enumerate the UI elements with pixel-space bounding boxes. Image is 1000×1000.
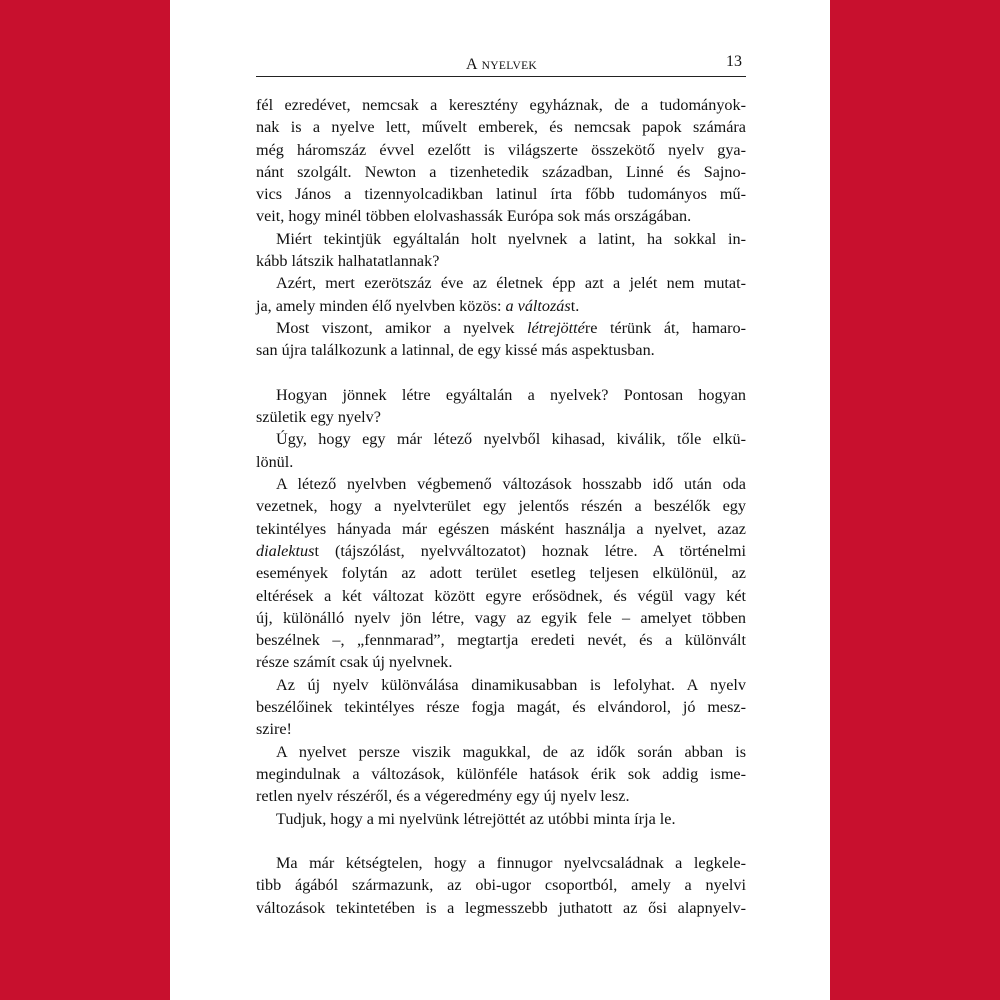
text-line: Ma már kétségtelen, hogy a finnugor nyelvcsaládnak a legkele- [276, 854, 746, 873]
text-line [256, 540, 746, 562]
running-title [466, 56, 537, 74]
text-line: kább látszik halhatatlannak? [256, 252, 440, 271]
emphasis: a változás [505, 296, 571, 315]
text-run: ja, amely minden élő nyelvben közös: [256, 296, 506, 315]
section-break [256, 830, 746, 852]
text-line: beszélnek –, „fennmarad”, megtartja eredeti nevét, és a különvált [256, 631, 746, 650]
text-line: nánt szolgált. Newton a tizenhetedik században, Linné és Sajno- [256, 162, 746, 181]
text-line: eltérések a két változat között egyre erősödnek, és végül vagy két [256, 586, 746, 605]
paragraph [256, 94, 746, 228]
text-line [256, 317, 746, 339]
text-line: A nyelvet persze viszik magukkal, de az idők során abban is [276, 742, 746, 761]
paragraph [256, 384, 746, 429]
text-line: vics János a tizennyolcadikban latinul írta főbb tudományos mű- [256, 185, 746, 204]
body-text [256, 94, 746, 919]
paragraph [256, 808, 746, 830]
text-run: t. [570, 296, 580, 315]
text-line: megindulnak a változások, különféle hatások érik sok addig isme- [256, 764, 746, 783]
text-line: Miért tekintjük egyáltalán holt nyelvnek a latint, ha sokkal in- [276, 229, 746, 248]
text-line: új, különálló nyelv jön létre, vagy az egyik fele – amelyet többen [256, 608, 746, 627]
text-line: szire! [256, 720, 292, 739]
text-line: Tudjuk, hogy a mi nyelvünk létrejöttét az utóbbi minta írja le. [276, 809, 676, 828]
book-page [170, 0, 830, 1000]
emphasis: dialektus [256, 541, 315, 560]
text-line: változások tekintetében is a legmesszebb juthatott az ősi alapnyelv- [256, 898, 746, 917]
text-line: tekintélyes hányada már egészen másként használja a nyelvet, azaz [256, 519, 746, 538]
text-line: nak is a nyelve lett, művelt emberek, és nemcsak papok számára [256, 118, 746, 137]
paragraph [256, 741, 746, 808]
text-line: A létező nyelvben végbemenő változások hosszabb idő után oda [276, 475, 746, 494]
text-line [256, 295, 746, 317]
paragraph [256, 674, 746, 741]
text-line: vezetnek, hogy a nyelvterület egy jelentős részén a beszélők egy [256, 497, 746, 516]
paragraph [256, 852, 746, 919]
text-line: tibb ágából származunk, az obi-ugor csoportból, amely a nyelvi [256, 876, 746, 895]
text-line: lönül. [256, 452, 294, 471]
running-title-rest: NYELVEK [481, 60, 538, 72]
paragraph [256, 272, 746, 317]
emphasis: létrejötté [527, 318, 585, 337]
text-line: fél ezredévet, nemcsak a keresztény egyháznak, de a tudományok- [256, 96, 746, 114]
text-line: születik egy nyelv? [256, 408, 381, 427]
text-line: események folytán az adott terület esetleg teljesen elkülönül, az [256, 564, 746, 583]
page-number: 13 [726, 53, 742, 70]
text-run: t (tájszólást, nyelvváltozatot) hoznak létre. A történelmi [314, 541, 746, 560]
text-line: Úgy, hogy egy már létező nyelvből kihasad, kiválik, tőle elkü- [276, 430, 746, 449]
text-line: még háromszáz évvel ezelőtt is világszerte összekötő nyelv gya- [256, 140, 746, 159]
paragraph [256, 317, 746, 362]
section-break [256, 362, 746, 384]
text-run: re térünk át, hamaro- [584, 318, 747, 337]
paragraph [256, 428, 746, 473]
text-line: Hogyan jönnek létre egyáltalán a nyelvek? Pontosan hogyan [276, 385, 746, 404]
text-line: beszélőinek tekintélyes része fogja magát, és elvándorol, jó mesz- [256, 698, 746, 717]
text-line: veit, hogy minél többen elolvashassák Európa sok más országában. [256, 207, 692, 226]
running-title-cap: A [466, 56, 478, 73]
text-line: san újra találkozunk a latinnal, de egy kissé más aspektusban. [256, 341, 655, 360]
text-line: Az új nyelv különválása dinamikusabban is lefolyhat. A nyelv [276, 675, 746, 694]
text-line: retlen nyelv részéről, és a végeredmény egy új nyelv lesz. [256, 787, 630, 806]
paragraph [256, 228, 746, 273]
text-line: Azért, mert ezerötszáz éve az életnek épp azt a jelét nem mutat- [276, 274, 746, 293]
paragraph [256, 473, 746, 674]
text-run: Most viszont, amikor a nyelvek [276, 318, 527, 337]
text-line: része számít csak új nyelvnek. [256, 653, 453, 672]
running-header [256, 50, 746, 77]
